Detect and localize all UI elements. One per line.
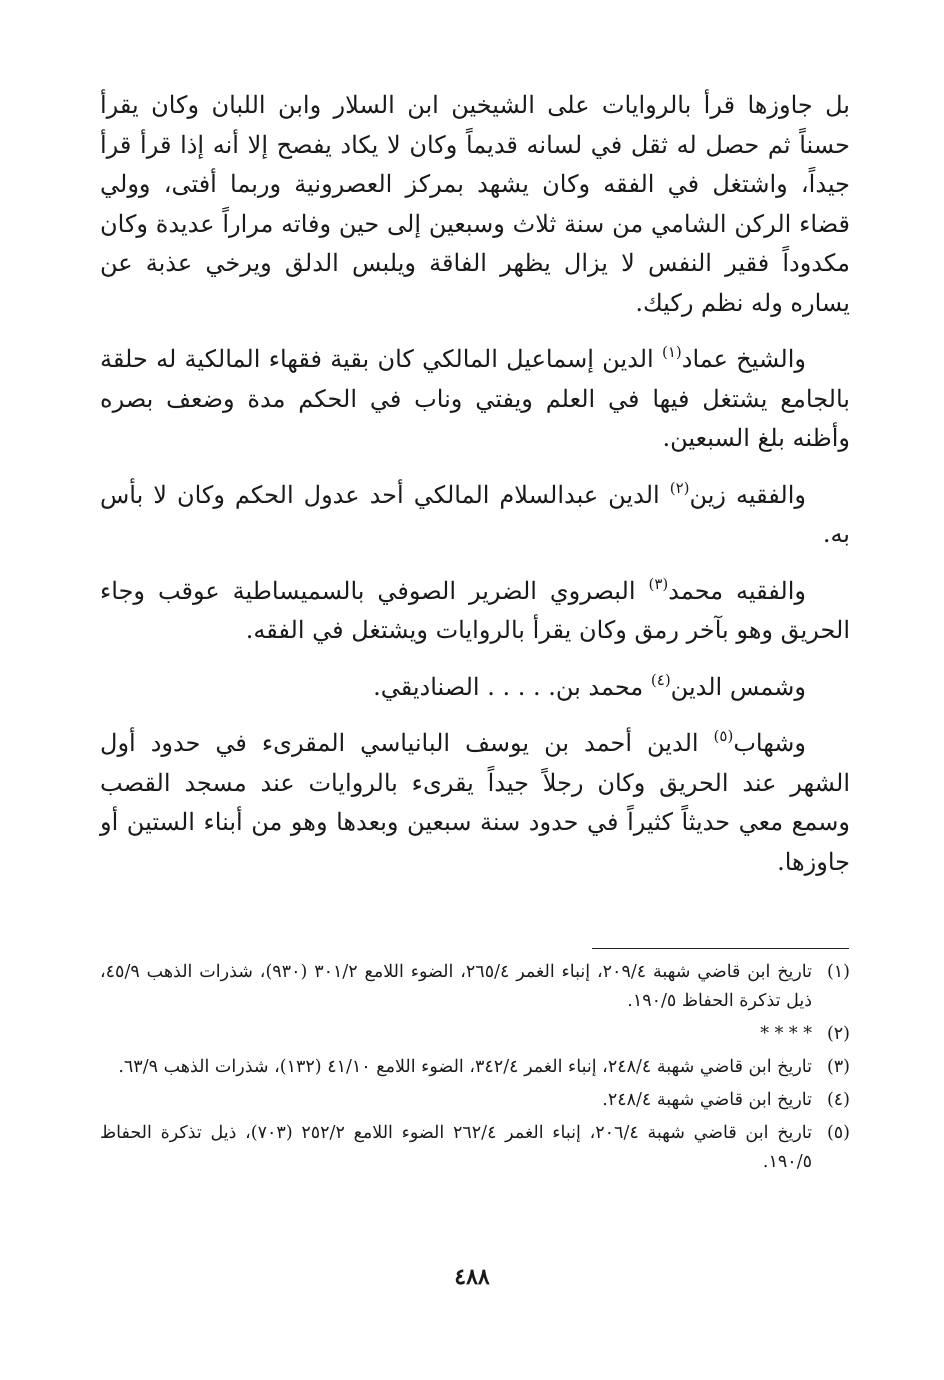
paragraph-2	[100, 340, 850, 459]
paragraph-5-body: محمد بن. . . . . الصناديقي.	[373, 672, 651, 701]
paragraph-2-body: الدين إسماعيل المالكي كان بقية فقهاء المالكية له حلقة بالجامع يشتغل فيها في العلم ويفتي وناب في الحكم مدة وضعف بصره وأظنه بلغ السبعين.	[100, 345, 850, 452]
paragraph-6	[100, 724, 850, 882]
footnote-number: (١)	[826, 962, 850, 982]
footnote-text: * * * *	[760, 1024, 812, 1044]
footnote-divider	[592, 948, 849, 949]
main-text	[100, 86, 850, 899]
footnote-ref-2[interactable]: (٢)	[669, 478, 690, 497]
paragraph-5	[100, 668, 850, 708]
paragraph-5-lead: وشمس الدين	[670, 672, 806, 701]
footnote-3	[100, 1053, 850, 1082]
paragraph-4-body: البصروي الضرير الصوفي بالسميساطية عوقب وجاء الحريق وهو بآخر رمق وكان يقرأ بالروايات ويشتغل في الفقه.	[100, 576, 850, 644]
footnote-5	[100, 1119, 850, 1177]
footnote-number: (٥)	[826, 1123, 850, 1143]
paragraph-6-lead: وشهاب	[733, 729, 806, 757]
paragraph-1-text: بل جاوزها قرأ بالروايات على الشيخين ابن السلار وابن اللبان وكان يقرأ حسناً ثم حصل له ثقل في لسانه قديماً وكان لا يكاد يفصح إلا أنه إذا قرأ قرأ جيداً، واشتغل في الفقه وكان يشهد بمركز العصرونية وربما أفتى، وولي قضاء الركن الشامي من سنة ثلاث وسبعين إلى حين وفاته مراراً عديدة وكان مكدوداً فقير النفس لا يزال يظهر الفاقة ويلبس الدلق ويرخي عذبة عن يساره وله نظم ركيك.	[100, 91, 850, 317]
footnote-text: تاريخ ابن قاضي شهبة ٢٠٦/٤، إنباء الغمر ٢٦٢/٤ الضوء اللامع ٢٥٢/٢ (٧٠٣)، ذيل تذكرة الحفاظ ١٩٠/٥.	[100, 1123, 813, 1172]
page-number: ٤٨٨	[454, 1264, 490, 1290]
footnotes	[100, 958, 850, 1181]
footnote-ref-3[interactable]: (٣)	[648, 574, 669, 593]
footnote-4	[100, 1086, 850, 1115]
footnote-ref-4[interactable]: (٤)	[650, 670, 671, 689]
paragraph-1	[100, 86, 850, 323]
footnote-number: (٣)	[826, 1057, 850, 1077]
footnote-ref-1[interactable]: (١)	[662, 343, 682, 361]
footnote-2	[100, 1020, 850, 1049]
paragraph-3-lead: والفقيه زين	[689, 480, 806, 509]
paragraph-6-body: الدين أحمد بن يوسف البانياسي المقرىء في حدود أول الشهر عند الحريق وكان رجلاً جيداً يقرىء بالروايات عند مسجد القصب وسمع معي حديثاً كثيراً في حدود سنة سبعين وبعدها وهو من أبناء الستين أو جاوزها.	[100, 729, 850, 876]
footnote-text: تاريخ ابن قاضي شهبة ٢٤٨/٤، إنباء الغمر ٣٤٢/٤، الضوء اللامع ٤١/١٠ (١٣٢)، شذرات الذهب ٦٣/٩.	[118, 1057, 812, 1077]
footnote-1	[100, 958, 850, 1016]
paragraph-4-lead: والفقيه محمد	[668, 576, 806, 605]
footnote-number: (٢)	[826, 1024, 850, 1044]
paragraph-3-body: الدين عبدالسلام المالكي أحد عدول الحكم وكان لا بأس به.	[100, 480, 850, 548]
paragraph-3	[100, 476, 850, 555]
paragraph-4	[100, 572, 850, 651]
paragraph-2-lead: والشيخ عماد	[681, 345, 806, 373]
footnote-ref-5[interactable]: (٥)	[713, 727, 734, 745]
footnote-number: (٤)	[826, 1090, 850, 1110]
footnote-text: تاريخ ابن قاضي شهبة ٢٠٩/٤، إنباء الغمر ٢٦٥/٤، الضوء اللامع ٣٠١/٢ (٩٣٠)، شذرات الذهب ٤٥/٩، ذيل تذكرة الحفاظ ١٩٠/٥.	[100, 962, 813, 1011]
footnote-text: تاريخ ابن قاضي شهبة ٢٤٨/٤.	[602, 1090, 812, 1110]
